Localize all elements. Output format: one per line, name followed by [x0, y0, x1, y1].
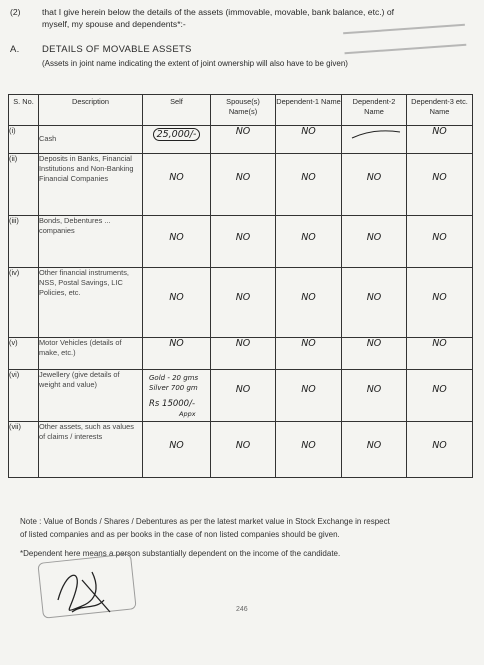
cell-dependent-2: NO [342, 422, 407, 478]
row-sno: (iv) [9, 268, 39, 338]
header-description: Description [39, 95, 143, 126]
section-letter: A. [10, 44, 20, 55]
table-header-row [9, 95, 473, 126]
cell-self: NO [143, 216, 211, 268]
section-title: DETAILS OF MOVABLE ASSETS [42, 44, 192, 55]
cell-dependent-1: NO [276, 422, 342, 478]
cell-dependent-2: NO [342, 370, 407, 422]
header-sno: S. No. [9, 95, 39, 126]
header-dependent-2: Dependent-2 Name [342, 95, 407, 126]
jewellery-gold: Gold - 20 gms [149, 374, 199, 382]
cell-dependent-3: NO [407, 422, 473, 478]
cell-self [143, 370, 211, 422]
cell-spouse: NO [211, 422, 276, 478]
jewellery-silver: Silver 700 gm [149, 384, 198, 392]
row-description: Other assets, such as values of claims / interests [39, 422, 143, 478]
cell-spouse: NO [211, 216, 276, 268]
note-line-1: Note : Value of Bonds / Shares / Debentures as per the latest market value in Stock Exchange in respect [20, 517, 390, 526]
signature [52, 560, 122, 620]
cell-spouse: NO [211, 268, 276, 338]
cell-dependent-3: NO [407, 338, 473, 370]
cell-dependent-3: NO [407, 154, 473, 216]
cell-dependent-2: NO [342, 154, 407, 216]
jewellery-value: Rs 15000/- [149, 399, 196, 409]
cell-dependent-1: NO [276, 268, 342, 338]
note-line-2: of listed companies and as per books in the case of non listed companies should be given. [20, 530, 340, 539]
cell-dependent-3: NO [407, 268, 473, 338]
cell-spouse: NO [211, 338, 276, 370]
cell-dependent-1: NO [276, 154, 342, 216]
cell-spouse: NO [211, 154, 276, 216]
strike-mark [344, 126, 404, 144]
table-row [9, 338, 473, 370]
jewellery-approx: Appx [179, 410, 196, 418]
cell-dependent-1: NO [276, 370, 342, 422]
row-description: Other financial instruments, NSS, Postal Savings, LIC Policies, etc. [39, 268, 143, 338]
row-sno: (ii) [9, 154, 39, 216]
table-row [9, 422, 473, 478]
cell-dependent-1: NO [276, 338, 342, 370]
table-row [9, 268, 473, 338]
row-sno: (iii) [9, 216, 39, 268]
table-row [9, 154, 473, 216]
table-row [9, 126, 473, 154]
note-dependent: *Dependent here means a person substantially dependent on the income of the candidate. [20, 549, 341, 558]
cell-spouse: NO [211, 126, 276, 154]
page-number: 246 [236, 606, 248, 613]
cell-dependent-2 [342, 126, 407, 154]
table-row [9, 370, 473, 422]
cell-dependent-2: NO [342, 338, 407, 370]
cash-self-value: 25,000/- [153, 128, 201, 141]
cell-self: NO [143, 338, 211, 370]
cell-dependent-1: NO [276, 216, 342, 268]
movable-assets-table [8, 94, 473, 478]
cell-self: NO [143, 268, 211, 338]
faded-stamp-top [343, 24, 467, 62]
row-sno: (vi) [9, 370, 39, 422]
header-dependent-3: Dependent-3 etc. Name [407, 95, 473, 126]
row-description: Bonds, Debentures ... companies [39, 216, 143, 268]
header-self: Self [143, 95, 211, 126]
row-description: Motor Vehicles (details of make, etc.) [39, 338, 143, 370]
cell-self: NO [143, 154, 211, 216]
cell-dependent-2: NO [342, 268, 407, 338]
intro-number: (2) [10, 7, 21, 17]
cell-dependent-3: NO [407, 370, 473, 422]
cell-dependent-2: NO [342, 216, 407, 268]
intro-text-line1: that I give herein below the details of the assets (immovable, movable, bank balance, etc.) of [42, 7, 395, 17]
row-description: Cash [39, 126, 143, 154]
cell-self [143, 126, 211, 154]
row-sno: (i) [9, 126, 39, 154]
header-spouse: Spouse(s) Name(s) [211, 95, 276, 126]
row-description: Jewellery (give details of weight and value) [39, 370, 143, 422]
cell-dependent-1: NO [276, 126, 342, 154]
row-description: Deposits in Banks, Financial Institutions and Non-Banking Financial Companies [39, 154, 143, 216]
intro-text-line2: myself, my spouse and dependents*:- [42, 19, 186, 29]
table-row [9, 216, 473, 268]
cell-self: NO [143, 422, 211, 478]
cell-spouse: NO [211, 370, 276, 422]
header-dependent-1: Dependent-1 Name [276, 95, 342, 126]
cell-dependent-3: NO [407, 126, 473, 154]
row-sno: (vii) [9, 422, 39, 478]
cell-dependent-3: NO [407, 216, 473, 268]
section-subtitle: (Assets in joint name indicating the extent of joint ownership will also have to be given) [42, 59, 348, 68]
row-sno: (v) [9, 338, 39, 370]
